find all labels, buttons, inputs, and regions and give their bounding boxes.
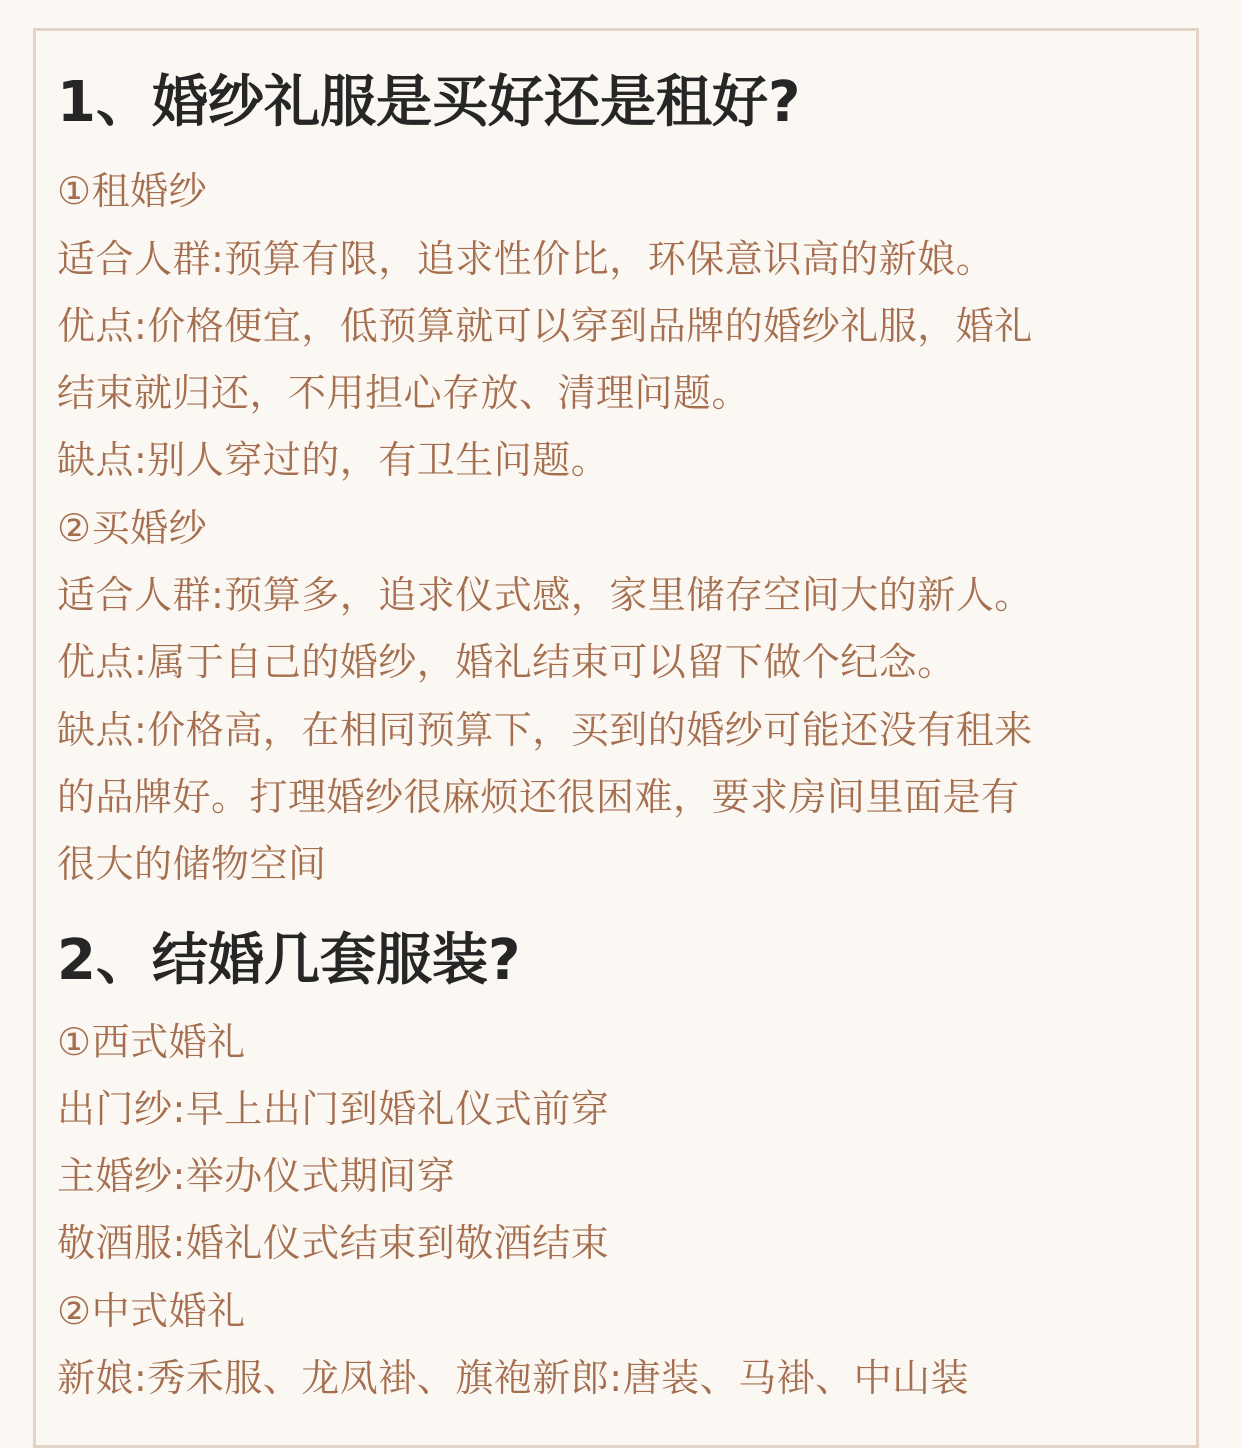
section-1-line: 优点:价格便宜，低预算就可以穿到品牌的婚纱礼服，婚礼	[57, 304, 1033, 348]
section-2-line: 出门纱:早上出门到婚礼仪式前穿	[57, 1087, 610, 1131]
section-2-subheading-western: ①西式婚礼	[57, 1020, 246, 1064]
section-1-subheading-buy: ②买婚纱	[57, 506, 208, 550]
section-1-line: 适合人群:预算有限，追求性价比，环保意识高的新娘。	[57, 237, 995, 281]
section-1-line: 缺点:别人穿过的，有卫生问题。	[57, 438, 610, 482]
section-2-line: 新娘:秀禾服、龙凤褂、旗袍新郎:唐装、马褂、中山装	[57, 1356, 970, 1400]
section-1-heading: 1、婚纱礼服是买好还是租好?	[57, 70, 801, 135]
section-1-subheading-rent: ①租婚纱	[57, 169, 208, 213]
section-1-line: 的品牌好。打理婚纱很麻烦还很困难，要求房间里面是有	[57, 775, 1020, 819]
section-1-line: 缺点:价格高，在相同预算下，买到的婚纱可能还没有租来	[57, 708, 1033, 752]
section-2-subheading-chinese: ②中式婚礼	[57, 1289, 246, 1333]
section-1-line: 结束就归还，不用担心存放、清理问题。	[57, 371, 751, 415]
section-1-line: 优点:属于自己的婚纱，婚礼结束可以留下做个纪念。	[57, 640, 956, 684]
section-2-heading: 2、结婚几套服装?	[57, 928, 521, 993]
section-2-line: 主婚纱:举办仪式期间穿	[57, 1154, 456, 1198]
section-2-line: 敬酒服:婚礼仪式结束到敬酒结束	[57, 1221, 610, 1265]
section-1-line: 很大的储物空间	[57, 842, 327, 886]
section-1-line: 适合人群:预算多，追求仪式感，家里储存空间大的新人。	[57, 573, 1033, 617]
